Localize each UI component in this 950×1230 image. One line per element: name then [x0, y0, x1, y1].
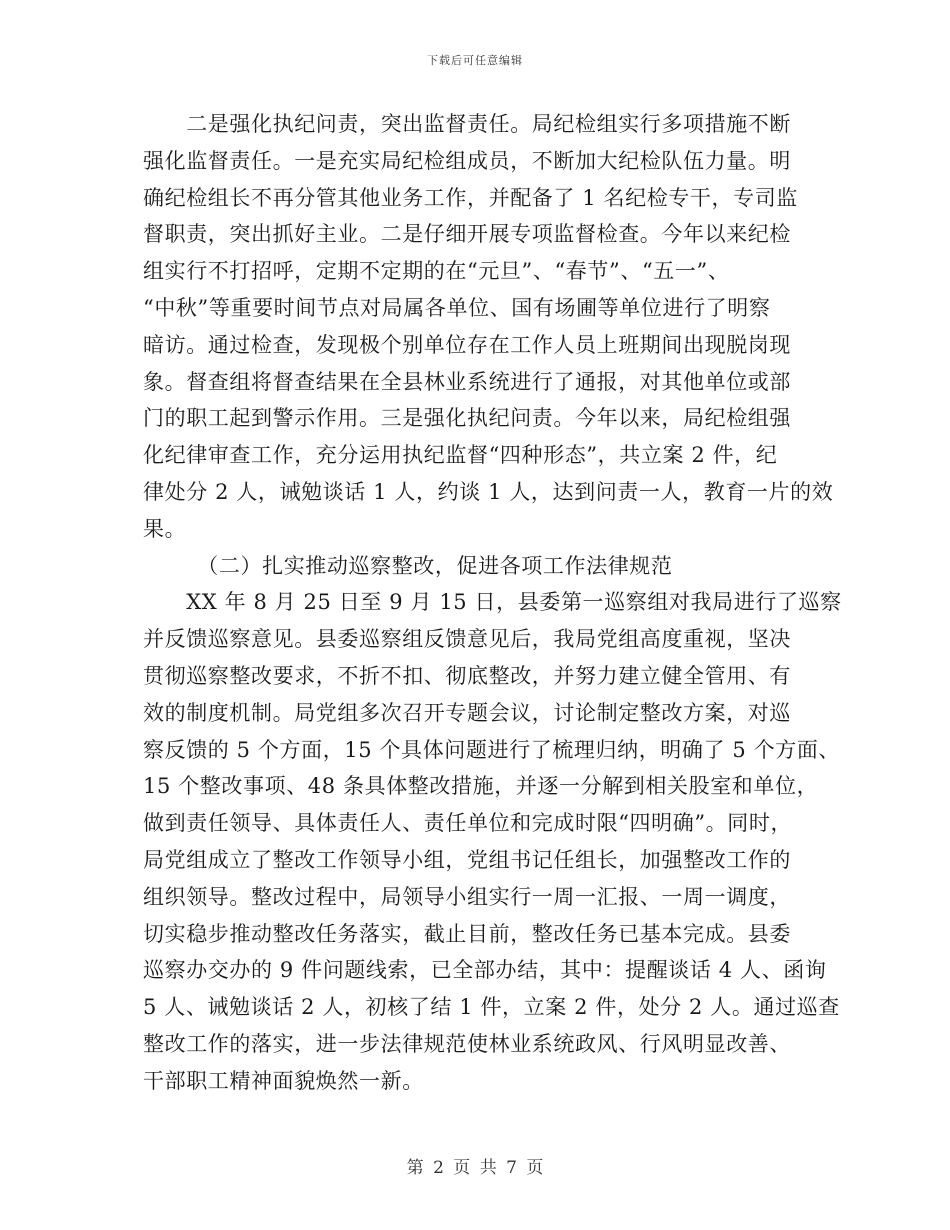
- page-header: 下载后可任意编辑: [427, 54, 523, 67]
- section-heading: （二）扎实推动巡察整改，促进各项工作法律规范: [143, 553, 673, 578]
- text-line: 察反馈的 5 个方面，15 个具体问题进行了梳理归纳，明确了 5 个方面、: [143, 737, 841, 762]
- text-line: 贯彻巡察整改要求，不折不扣、彻底整改，并努力建立健全管用、有: [143, 663, 791, 688]
- text-line: “中秋”等重要时间节点对局属各单位、国有场圃等单位进行了明察: [143, 295, 771, 320]
- page-number-footer: 第 2 页 共 7 页: [406, 1158, 544, 1178]
- document-body: [143, 106, 842, 1100]
- text-line: 效的制度机制。局党组多次召开专题会议，讨论制定整改方案，对巡: [143, 700, 791, 725]
- text-line: 并反馈巡察意见。县委巡察组反馈意见后，我局党组高度重视，坚决: [143, 627, 791, 652]
- text-line: 切实稳步推动整改任务落实，截止目前，整改任务已基本完成。县委: [143, 921, 791, 946]
- text-line: 强化监督责任。一是充实局纪检组成员，不断加大纪检队伍力量。明: [143, 148, 791, 173]
- text-line: 巡察办交办的 9 件问题线索，已全部办结，其中：提醒谈话 4 人、函询: [143, 958, 827, 983]
- text-line: 督职责，突出抓好主业。二是仔细开展专项监督检查。今年以来纪检: [143, 222, 791, 247]
- text-line: 化纪律审查工作，充分运用执纪监督“四种形态”，共立案 2 件，纪: [143, 443, 778, 468]
- text-line: 干部职工精神面貌焕然一新。: [143, 1068, 424, 1093]
- text-line: 整改工作的落实，进一步法律规范使林业系统政风、行风明显改善、: [143, 1031, 791, 1056]
- text-line: 二是强化执纪问责，突出监督责任。局纪检组实行多项措施不断: [143, 112, 791, 136]
- text-line: 局党组成立了整改工作领导小组，党组书记任组长，加强整改工作的: [143, 847, 791, 872]
- text-line: 象。督查组将督查结果在全县林业系统进行了通报，对其他单位或部: [143, 369, 791, 394]
- text-line: 组织领导。整改过程中，局领导小组实行一周一汇报、一周一调度，: [143, 884, 791, 909]
- text-line: 律处分 2 人，诫勉谈话 1 人，约谈 1 人，达到问责一人，教育一片的效: [143, 479, 834, 504]
- text-line: 确纪检组长不再分管其他业务工作，并配备了 1 名纪检专干，专司监: [143, 185, 798, 210]
- text-line: XX 年 8 月 25 日至 9 月 15 日，县委第一巡察组对我局进行了巡察: [143, 590, 842, 615]
- text-line: 做到责任领导、具体责任人、责任单位和完成时限“四明确”。同时，: [143, 811, 793, 836]
- text-line: 果。: [143, 516, 187, 541]
- text-line: 组实行不打招呼，定期不定期的在“元旦”、“春节”、“五一”、: [143, 259, 730, 284]
- text-line: 15 个整改事项、48 条具体整改措施，并逐一分解到相关股室和单位，: [143, 774, 819, 799]
- text-line: 5 人、诫勉谈话 2 人，初核了结 1 件，立案 2 件，处分 2 人。通过巡查: [143, 995, 840, 1020]
- text-line: 门的职工起到警示作用。三是强化执纪问责。今年以来，局纪检组强: [143, 406, 791, 431]
- text-line: 暗访。通过检查，发现极个别单位存在工作人员上班期间出现脱岗现: [143, 332, 791, 357]
